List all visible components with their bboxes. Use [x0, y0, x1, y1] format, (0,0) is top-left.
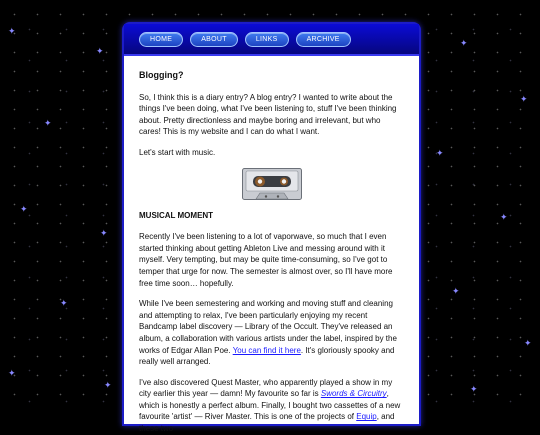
post-paragraph: So, I think this is a diary entry? A blog entry? I wanted to write about the things I've been doing, what I've been listening to, stuff I've been thinking about. Pretty directionless and maybe boring and irrelevant, but who cares! This is my website and I can do what I want. [139, 92, 397, 137]
nav-about-button[interactable]: ABOUT [190, 32, 238, 47]
post-title: Blogging? [139, 70, 184, 80]
paragraph-text: , and these two [139, 412, 395, 434]
star-icon: ✦ [524, 339, 532, 349]
section-heading: MUSICAL MOMENT [139, 210, 214, 220]
star-icon: ✦ [500, 213, 508, 223]
cassette-tape-icon [242, 168, 302, 200]
nav-home-button[interactable]: HOME [139, 32, 183, 47]
post-paragraph: Recently I've been listening to a lot of vaporwave, so much that I even started thinking about getting Ableton Live and messing around with it myself. Very tempting, but may be quite time-consuming, so I've got to temper that urge for now. The semester is almost over, so I'll have more free time soon… hopefully. [139, 232, 393, 288]
top-nav [124, 24, 419, 56]
cassette-image-wrap [139, 168, 404, 200]
star-icon: ✦ [452, 287, 460, 297]
main-card [122, 22, 421, 434]
paragraph-text: . It's gloriously spooky and really well arranged. [139, 345, 395, 367]
album-link[interactable]: You can find it here [232, 345, 301, 355]
post-paragraph [139, 298, 404, 368]
star-icon: ✦ [44, 119, 52, 129]
post-content [124, 70, 419, 435]
star-icon: ✦ [8, 27, 16, 37]
star-icon: ✦ [104, 381, 112, 391]
equip-link[interactable]: Equip [356, 412, 377, 422]
star-icon: ✦ [8, 369, 16, 379]
star-icon: ✦ [20, 205, 28, 215]
paragraph-text: , which is honestly a perfect album. Finally, I bought two cassettes of a new favourite 'artist' — River Master. This is one of the projects of [139, 389, 401, 422]
star-icon: ✦ [60, 299, 68, 309]
post-paragraph: Let's start with music. [139, 147, 216, 157]
paragraph-text: I've also discovered Quest Master, who apparently played a show in my city earlier this year — damn! My favourite so far is [139, 377, 393, 399]
star-icon: ✦ [470, 385, 478, 395]
paragraph-text: While I've been semestering and working and moving stuff and cleaning and attempting to relax, I've been particularly enjoying my recent Bandcamp label discovery — Library of the Occult. They've released an album, a collaboration with various artists under the label, inspired by the works of Edgar Allan Poe. [139, 299, 397, 355]
star-icon: ✦ [436, 149, 444, 159]
swords-circuitry-link[interactable]: Swords & Circuitry [320, 389, 387, 399]
nav-links-button[interactable]: LINKS [245, 32, 289, 47]
star-icon: ✦ [96, 47, 104, 57]
star-icon: ✦ [460, 39, 468, 49]
star-icon: ✦ [520, 95, 528, 105]
nav-archive-button[interactable]: ARCHIVE [296, 32, 351, 47]
star-icon: ✦ [100, 229, 108, 239]
post-paragraph [139, 377, 404, 435]
